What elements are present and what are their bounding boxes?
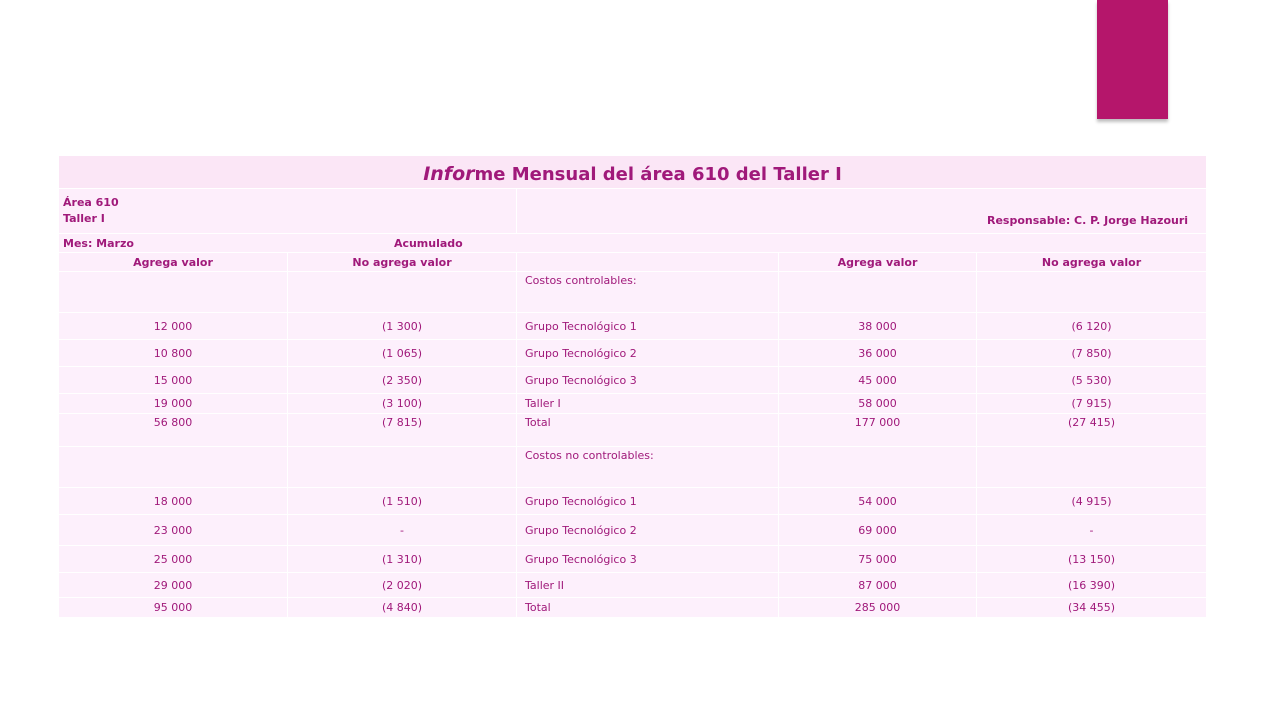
table-cell: 18 000 xyxy=(59,488,288,515)
table-cell: 10 800 xyxy=(59,340,288,367)
table-cell: 69 000 xyxy=(779,515,977,546)
table-cell: Total xyxy=(517,598,779,618)
table-cell xyxy=(59,272,288,313)
table-cell: 87 000 xyxy=(779,573,977,598)
column-header: Agrega valor xyxy=(59,253,288,272)
table-row xyxy=(59,272,1207,313)
table-cell: 177 000 xyxy=(779,414,977,447)
report-title: Informe Mensual del área 610 del Taller I xyxy=(59,156,1207,189)
responsable-label: Responsable: C. P. Jorge Hazouri xyxy=(517,189,1207,234)
table-cell xyxy=(977,447,1207,488)
table-cell: 29 000 xyxy=(59,573,288,598)
table-cell xyxy=(288,272,517,313)
taller-label: Taller I xyxy=(63,212,105,225)
column-header xyxy=(517,253,779,272)
column-header: No agrega valor xyxy=(288,253,517,272)
table-cell: (4 840) xyxy=(288,598,517,618)
table-cell xyxy=(288,447,517,488)
table-row xyxy=(59,488,1207,515)
table-cell xyxy=(59,447,288,488)
table-cell: Grupo Tecnológico 2 xyxy=(517,340,779,367)
table-cell xyxy=(779,447,977,488)
table-cell: 12 000 xyxy=(59,313,288,340)
table-cell: Total xyxy=(517,414,779,447)
table-cell: Grupo Tecnológico 1 xyxy=(517,488,779,515)
table-cell: - xyxy=(288,515,517,546)
table-cell: Grupo Tecnológico 1 xyxy=(517,313,779,340)
table-cell xyxy=(977,272,1207,313)
table-cell: (4 915) xyxy=(977,488,1207,515)
table-row xyxy=(59,573,1207,598)
table-cell: (7 850) xyxy=(977,340,1207,367)
table-cell: (2 020) xyxy=(288,573,517,598)
table-cell: (7 915) xyxy=(977,394,1207,414)
section-label: Costos controlables: xyxy=(517,272,779,313)
table-cell: Grupo Tecnológico 2 xyxy=(517,515,779,546)
table-cell: Grupo Tecnológico 3 xyxy=(517,367,779,394)
table-row xyxy=(59,313,1207,340)
mes-label: Mes: Marzo xyxy=(63,236,134,250)
table-row xyxy=(59,447,1207,488)
table-cell xyxy=(779,272,977,313)
table-cell: Grupo Tecnológico 3 xyxy=(517,546,779,573)
table-cell: (1 300) xyxy=(288,313,517,340)
table-cell: 58 000 xyxy=(779,394,977,414)
table-row xyxy=(59,340,1207,367)
table-row xyxy=(59,598,1207,618)
accent-bar xyxy=(1097,0,1168,119)
table-cell: 54 000 xyxy=(779,488,977,515)
table-cell: 45 000 xyxy=(779,367,977,394)
table-cell: 285 000 xyxy=(779,598,977,618)
area-info xyxy=(59,189,517,234)
table-cell: 25 000 xyxy=(59,546,288,573)
column-header-row xyxy=(59,253,1207,272)
table-cell: (7 815) xyxy=(288,414,517,447)
section-label: Costos no controlables: xyxy=(517,447,779,488)
table-row xyxy=(59,515,1207,546)
table-cell: (1 510) xyxy=(288,488,517,515)
column-header: Agrega valor xyxy=(779,253,977,272)
table-row xyxy=(59,394,1207,414)
acumulado-label: Acumulado xyxy=(393,236,463,250)
table-cell: Taller I xyxy=(517,394,779,414)
table-cell: (13 150) xyxy=(977,546,1207,573)
table-cell: (6 120) xyxy=(977,313,1207,340)
table-cell: 75 000 xyxy=(779,546,977,573)
table-cell: (3 100) xyxy=(288,394,517,414)
area-row xyxy=(59,189,1207,234)
table-cell: Taller II xyxy=(517,573,779,598)
table-cell: (5 530) xyxy=(977,367,1207,394)
table-cell: 38 000 xyxy=(779,313,977,340)
table-cell: (2 350) xyxy=(288,367,517,394)
table-cell: 19 000 xyxy=(59,394,288,414)
table-cell: (16 390) xyxy=(977,573,1207,598)
table-cell: 36 000 xyxy=(779,340,977,367)
table-cell: 56 800 xyxy=(59,414,288,447)
table-cell: (1 310) xyxy=(288,546,517,573)
title-row xyxy=(59,156,1207,189)
table-cell: (34 455) xyxy=(977,598,1207,618)
monthly-report-table xyxy=(58,155,1207,618)
area-label: Área 610 xyxy=(63,196,119,209)
table-cell: (27 415) xyxy=(977,414,1207,447)
table-row xyxy=(59,546,1207,573)
mes-cell xyxy=(59,234,1207,253)
column-header: No agrega valor xyxy=(977,253,1207,272)
mes-row xyxy=(59,234,1207,253)
table-cell: (1 065) xyxy=(288,340,517,367)
table-row xyxy=(59,367,1207,394)
table-cell: 23 000 xyxy=(59,515,288,546)
table-cell: 15 000 xyxy=(59,367,288,394)
table-row xyxy=(59,414,1207,447)
table-cell: - xyxy=(977,515,1207,546)
table-cell: 95 000 xyxy=(59,598,288,618)
